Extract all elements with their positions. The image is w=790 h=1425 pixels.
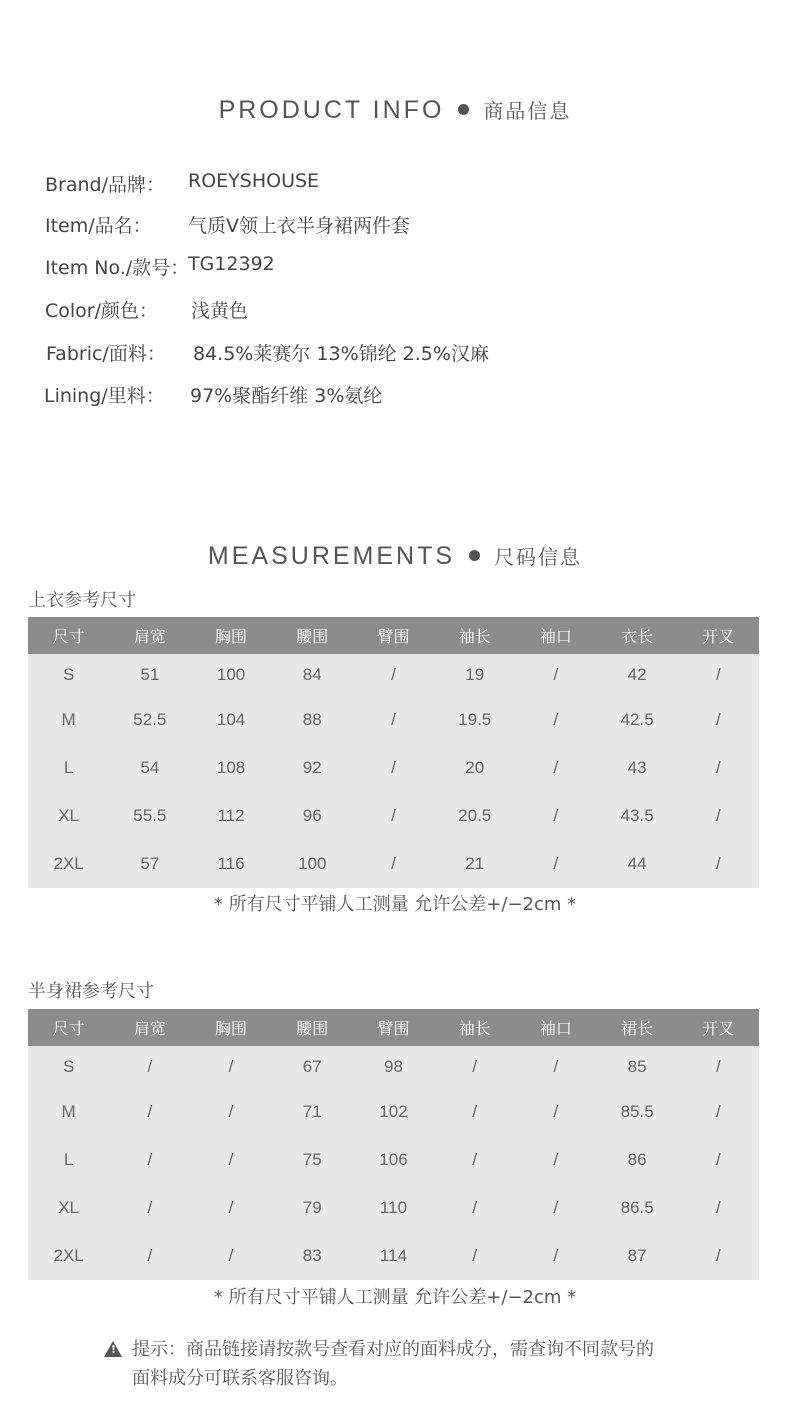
table-cell: /	[553, 1246, 559, 1265]
table-cell: 88	[302, 710, 322, 729]
table-cell: /	[553, 1102, 559, 1121]
table-row	[28, 1046, 759, 1088]
table-cell: 57	[140, 854, 160, 873]
column-header: 腰围	[272, 617, 353, 654]
table-row	[28, 840, 759, 888]
table-cell: /	[147, 1057, 153, 1076]
table-cell: 71	[302, 1102, 322, 1121]
table-cell: /	[716, 854, 721, 873]
table-row	[28, 1184, 759, 1232]
info-label: Fabric/面料：	[46, 343, 166, 365]
column-header: 臂围	[353, 617, 434, 654]
table-cell: /	[716, 1150, 721, 1169]
table-cell: 43.5	[620, 806, 654, 825]
table-cell: 116	[217, 854, 245, 873]
table-row	[28, 1088, 759, 1136]
info-label: Item No./款号：	[45, 257, 190, 279]
table-cell: 43	[627, 758, 647, 777]
measurements-title-zh: 尺码信息	[494, 545, 583, 569]
table-cell: L	[63, 1150, 74, 1169]
table-cell: /	[228, 1198, 234, 1217]
table-cell: XL	[58, 806, 79, 825]
table-cell: /	[553, 710, 559, 729]
table-cell: 2XL	[53, 854, 84, 873]
table-cell: 55.5	[133, 806, 167, 825]
skirt-size-heading: 半身裙参考尺寸	[28, 981, 154, 1002]
column-header: 肩宽	[109, 1009, 190, 1046]
measurements-title	[0, 541, 790, 571]
table-cell: 100	[216, 665, 246, 684]
table-cell: /	[472, 1102, 478, 1121]
table-cell: /	[553, 1057, 559, 1076]
table-cell: 102	[379, 1102, 408, 1121]
table-cell: M	[61, 710, 76, 729]
column-header: 裙长	[597, 1009, 678, 1046]
table-cell: S	[62, 1057, 75, 1076]
table-cell: 100	[298, 854, 327, 873]
column-header: 开叉	[678, 617, 759, 654]
table-cell: /	[553, 665, 559, 684]
table-cell: 112	[217, 806, 245, 825]
table-cell: 83	[302, 1246, 322, 1265]
skirt-size-table	[28, 1009, 759, 1280]
table-cell: 42	[627, 665, 647, 684]
warning-icon	[104, 1341, 122, 1357]
table-cell: /	[553, 1150, 559, 1169]
title-bullet-icon	[458, 104, 469, 115]
table-cell: /	[228, 1102, 234, 1121]
column-header: 腰围	[272, 1009, 353, 1046]
column-header: 袖口	[515, 617, 596, 654]
table-row	[28, 696, 759, 744]
table-cell: 87	[627, 1246, 647, 1265]
table-cell: /	[228, 1246, 234, 1265]
table-header-row	[28, 617, 759, 654]
table-cell: 86.5	[620, 1198, 654, 1217]
table-cell: 51	[140, 665, 160, 684]
table-cell: 86	[627, 1150, 647, 1169]
info-value: ROEYSHOUSE	[188, 170, 320, 192]
table-cell: /	[472, 1057, 478, 1076]
table-cell: 98	[384, 1057, 403, 1076]
column-header: 袖口	[515, 1009, 596, 1046]
table-cell: /	[716, 806, 721, 825]
table-cell: /	[716, 1198, 721, 1217]
product-info-title-zh: 商品信息	[483, 99, 572, 123]
tip-line-1: 提示：商品链接请按款号查看对应的面料成分，需查询不同款号的	[132, 1339, 654, 1360]
table-cell: /	[553, 854, 559, 873]
table-cell: 67	[302, 1057, 322, 1076]
table-cell: 75	[302, 1150, 322, 1169]
table-cell: 20	[465, 758, 485, 777]
table-cell: /	[716, 665, 721, 684]
table-cell: S	[62, 665, 75, 684]
info-value: 气质V领上衣半身裙两件套	[188, 215, 410, 237]
table-cell: 19	[465, 665, 485, 684]
column-header: 袖长	[434, 617, 515, 654]
table-cell: /	[472, 1246, 478, 1265]
table-cell: 44	[627, 854, 647, 873]
table-cell: 84	[302, 665, 322, 684]
table-cell: /	[472, 1150, 478, 1169]
table-cell: /	[391, 758, 396, 777]
table-cell: 108	[216, 758, 246, 777]
table-cell: /	[716, 1246, 721, 1265]
table-cell: XL	[58, 1198, 79, 1217]
table-cell: /	[391, 806, 396, 825]
column-header: 臂围	[353, 1009, 434, 1046]
table-header-row	[28, 1009, 759, 1046]
table-cell: /	[716, 1057, 721, 1076]
table-cell: M	[61, 1102, 76, 1121]
table-cell: /	[147, 1102, 153, 1121]
info-label: Item/品名：	[45, 215, 152, 237]
skirt-measure-note: * 所有尺寸平铺人工测量 允许公差+/−2cm *	[213, 1287, 577, 1308]
info-value: 浅黄色	[191, 300, 249, 322]
table-cell: 2XL	[53, 1246, 84, 1265]
product-info-title-en: PRODUCT INFO	[218, 96, 445, 124]
table-row	[28, 654, 759, 696]
table-cell: /	[472, 1198, 478, 1217]
info-label: Brand/品牌：	[45, 174, 165, 196]
table-cell: 85	[627, 1057, 647, 1076]
table-cell: /	[553, 806, 559, 825]
table-cell: 79	[302, 1198, 322, 1217]
table-cell: /	[228, 1057, 234, 1076]
product-info-title	[0, 95, 790, 125]
table-cell: /	[228, 1150, 234, 1169]
table-cell: L	[63, 758, 74, 777]
table-row	[28, 792, 759, 840]
top-size-heading: 上衣参考尺寸	[28, 590, 136, 611]
column-header: 衣长	[597, 617, 678, 654]
table-cell: /	[391, 854, 396, 873]
info-value: 84.5%莱赛尔 13%锦纶 2.5%汉麻	[193, 343, 489, 365]
table-cell: 106	[379, 1150, 408, 1169]
table-cell: /	[716, 710, 721, 729]
table-cell: /	[716, 758, 721, 777]
info-value: 97%聚酯纤维 3%氨纶	[190, 385, 383, 407]
info-label: Lining/里料：	[44, 385, 165, 407]
table-cell: /	[147, 1150, 153, 1169]
column-header: 尺寸	[28, 617, 109, 654]
tip-block	[104, 1335, 724, 1395]
column-header: 尺寸	[28, 1009, 109, 1046]
measurements-title-en: MEASUREMENTS	[207, 542, 456, 570]
table-cell: /	[147, 1246, 153, 1265]
table-cell: 85.5	[620, 1102, 654, 1121]
table-cell: 52.5	[133, 710, 167, 729]
column-header: 开叉	[678, 1009, 759, 1046]
table-cell: /	[147, 1198, 153, 1217]
table-cell: 21	[465, 854, 485, 873]
table-cell: /	[553, 758, 559, 777]
table-cell: /	[553, 1198, 559, 1217]
column-header: 胸围	[190, 1009, 271, 1046]
info-label: Color/颜色：	[45, 300, 159, 322]
table-cell: 96	[302, 806, 322, 825]
table-cell: /	[391, 710, 396, 729]
column-header: 袖长	[434, 1009, 515, 1046]
table-cell: 104	[216, 710, 246, 729]
table-cell: 42.5	[620, 710, 654, 729]
column-header: 肩宽	[109, 617, 190, 654]
table-cell: 114	[379, 1246, 408, 1265]
table-cell: 19.5	[458, 710, 492, 729]
table-cell: 92	[302, 758, 322, 777]
table-row	[28, 1232, 759, 1280]
table-cell: /	[716, 1102, 721, 1121]
table-cell: 54	[140, 758, 160, 777]
table-row	[28, 1136, 759, 1184]
top-size-table	[28, 617, 759, 888]
title-bullet-icon	[469, 550, 480, 561]
table-cell: /	[391, 665, 396, 684]
top-measure-note: * 所有尺寸平铺人工测量 允许公差+/−2cm *	[213, 894, 577, 915]
tip-line-2: 面料成分可联系客服咨询。	[132, 1368, 348, 1389]
info-value: TG12392	[188, 253, 275, 275]
table-cell: 20.5	[458, 806, 492, 825]
table-row	[28, 744, 759, 792]
table-cell: 110	[379, 1198, 408, 1217]
column-header: 胸围	[190, 617, 271, 654]
